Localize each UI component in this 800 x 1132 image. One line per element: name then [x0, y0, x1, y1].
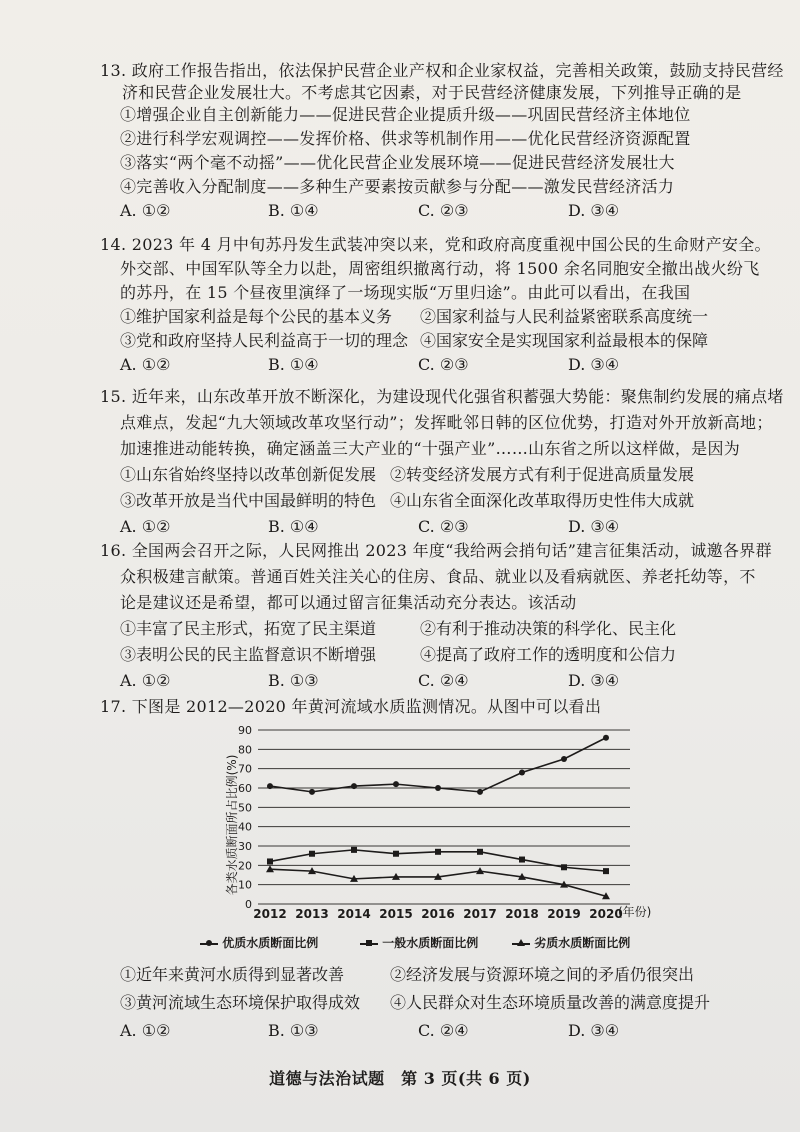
- answer-choices: [100, 200, 760, 224]
- y-axis-label: 各类水质断面所占比例(%): [225, 754, 239, 896]
- question-stem-line: 论是建议还是希望，都可以通过留言征集活动充分表达。该活动: [120, 593, 577, 612]
- choice-b[interactable]: B. ①④: [268, 201, 319, 220]
- data-point: [519, 857, 525, 863]
- question-15: [100, 386, 784, 540]
- data-point: [603, 735, 609, 741]
- data-point: [435, 849, 441, 855]
- y-tick-label: 80: [238, 743, 252, 757]
- x-axis-label: (年份): [618, 905, 652, 919]
- option-line: ①增强企业自主创新能力——促进民营企业提质升级——巩固民营经济主体地位: [120, 105, 691, 124]
- series-group: [266, 735, 610, 900]
- y-tick-labels: [238, 724, 252, 911]
- page-footer: 道德与法治试题 第 3 页(共 6 页): [269, 1069, 531, 1088]
- option-row: [100, 464, 760, 490]
- grid-lines: [258, 730, 630, 904]
- answer-choices: [100, 670, 760, 694]
- choice-b[interactable]: B. ①④: [268, 355, 319, 374]
- question-stem-line: 济和民营企业发展壮大。不考虑其它因素，对于民营经济健康发展，下列推导正确的是: [122, 83, 742, 102]
- choice-d[interactable]: D. ③④: [568, 355, 620, 374]
- question-stem-line: 众积极建言献策。普通百姓关注关心的住房、食品、就业以及看病就医、养老托幼等，不: [120, 567, 756, 586]
- choice-b[interactable]: B. ①③: [268, 1021, 319, 1040]
- answer-choices: [100, 516, 760, 540]
- option-line: ④完善收入分配制度——多种生产要素按贡献参与分配——激发民营经济活力: [120, 177, 675, 196]
- option-line: ②进行科学宏观调控——发挥价格、供求等机制作用——优化民营经济资源配置: [120, 129, 691, 148]
- legend-item-poor: 劣质水质断面比例: [512, 934, 630, 951]
- x-tick-label: 2015: [379, 907, 413, 921]
- data-point: [477, 789, 483, 795]
- question-stem-line: 点难点，发起“九大领域改革攻坚行动”；发挥毗邻日韩的区位优势，打造对外开放新高地；: [120, 413, 773, 432]
- option-4: ④人民群众对生态环境质量改善的满意度提升: [390, 993, 711, 1012]
- chart-legend: [200, 934, 660, 952]
- option-3: ③表明公民的民主监督意识不断增强: [120, 645, 377, 664]
- choice-c[interactable]: C. ②④: [418, 671, 469, 690]
- option-2: ②国家利益与人民利益紧密联系高度统一: [420, 307, 709, 326]
- question-stem-line: 14. 2023 年 4 月中旬苏丹发生武装冲突以来，党和政府高度重视中国公民的生命财产安全。: [100, 235, 771, 254]
- data-point: [519, 770, 525, 776]
- y-tick-label: 10: [238, 878, 252, 892]
- option-3: ③党和政府坚持人民利益高于一切的理念: [120, 331, 409, 350]
- data-point: [603, 868, 609, 874]
- option-row: [100, 490, 760, 516]
- option-row: [100, 964, 760, 992]
- question-stem-line: 17. 下图是 2012—2020 年黄河流域水质监测情况。从图中可以看出: [100, 697, 602, 716]
- y-tick-label: 40: [238, 820, 252, 834]
- legend-item-normal: 一般水质断面比例: [360, 934, 478, 951]
- option-1: ①维护国家利益是每个公民的基本义务: [120, 307, 393, 326]
- x-tick-label: 2019: [547, 907, 581, 921]
- option-2: ②经济发展与资源环境之间的矛盾仍很突出: [390, 965, 695, 984]
- choice-d[interactable]: D. ③④: [568, 1021, 620, 1040]
- legend-line-circle-icon: [200, 943, 218, 945]
- choice-a[interactable]: A. ①②: [120, 671, 171, 690]
- choice-c[interactable]: C. ②③: [418, 517, 469, 536]
- x-tick-label: 2018: [505, 907, 539, 921]
- data-point: [393, 781, 399, 787]
- x-tick-label: 2016: [421, 907, 455, 921]
- option-row: [100, 330, 760, 354]
- option-3: ③改革开放是当代中国最鲜明的特色: [120, 491, 377, 510]
- option-row: [100, 306, 760, 330]
- question-stem-line: 外交部、中国军队等全力以赴，周密组织撤离行动，将 1500 余名同胞安全撤出战火纷飞: [120, 259, 760, 278]
- y-tick-label: 30: [238, 840, 252, 853]
- x-tick-label: 2017: [463, 907, 497, 921]
- answer-choices: [100, 354, 760, 378]
- x-tick-label: 2012: [253, 907, 287, 921]
- data-point: [561, 864, 567, 870]
- option-1: ①近年来黄河水质得到显著改善: [120, 965, 345, 984]
- choice-d[interactable]: D. ③④: [568, 517, 620, 536]
- option-4: ④提高了政府工作的透明度和公信力: [420, 645, 677, 664]
- data-point: [351, 783, 357, 789]
- option-1: ①丰富了民主形式，拓宽了民主渠道: [120, 619, 377, 638]
- y-tick-label: 20: [238, 859, 252, 873]
- choice-b[interactable]: B. ①③: [268, 671, 319, 690]
- choice-a[interactable]: A. ①②: [120, 1021, 171, 1040]
- question-stem-line: 16. 全国两会召开之际，人民网推出 2023 年度“我给两会捎句话”建言征集活动，诚邀各界群: [100, 541, 772, 560]
- y-tick-label: 0: [245, 898, 252, 911]
- answer-choices: [100, 1020, 760, 1044]
- question-stem-line: 13. 政府工作报告指出，依法保护民营企业产权和企业家权益，完善相关政策，鼓励支持民营经: [100, 61, 784, 80]
- option-row: [100, 644, 760, 670]
- question-stem-line: 15. 近年来，山东改革开放不断深化，为建设现代化强省积蓄强大势能：聚焦制约发展的痛点堵: [100, 387, 784, 406]
- choice-a[interactable]: A. ①②: [120, 517, 171, 536]
- data-point: [476, 867, 484, 874]
- data-point: [393, 851, 399, 857]
- question-stem-line: 加速推进动能转换，确定涵盖三大产业的“十强产业”……山东省之所以这样做，是因为: [120, 439, 741, 458]
- legend-line-triangle-icon: [512, 943, 530, 945]
- x-tick-label: 2013: [295, 907, 329, 921]
- data-point: [561, 756, 567, 762]
- y-tick-label: 90: [238, 724, 252, 737]
- option-row: [100, 618, 760, 644]
- question-14: [100, 234, 771, 378]
- y-tick-label: 70: [238, 762, 252, 776]
- question-stem-line: 的苏丹，在 15 个昼夜里演绎了一场现实版“万里归途”。由此可以看出，在我国: [120, 283, 691, 302]
- option-1: ①山东省始终坚持以改革创新促发展: [120, 465, 377, 484]
- question-17-options: [100, 964, 760, 1044]
- question-13: [100, 60, 784, 224]
- legend-line-square-icon: [360, 943, 378, 945]
- x-tick-labels: [253, 907, 622, 921]
- choice-c[interactable]: C. ②④: [418, 1021, 469, 1040]
- option-2: ②转变经济发展方式有利于促进高质量发展: [390, 465, 695, 484]
- x-tick-label: 2014: [337, 907, 371, 921]
- data-point: [267, 858, 273, 864]
- data-point: [351, 847, 357, 853]
- option-line: ③落实“两个毫不动摇”——优化民营企业发展环境——促进民营经济发展壮大: [120, 153, 675, 172]
- option-row: [100, 992, 760, 1020]
- data-point: [267, 783, 273, 789]
- question-17: [100, 696, 760, 718]
- data-point: [477, 849, 483, 855]
- choice-d[interactable]: D. ③④: [568, 671, 620, 690]
- y-tick-label: 50: [238, 801, 252, 815]
- option-4: ④国家安全是实现国家利益最根本的保障: [420, 331, 709, 350]
- choice-d[interactable]: D. ③④: [568, 201, 620, 220]
- data-point: [309, 789, 315, 795]
- choice-b[interactable]: B. ①④: [268, 517, 319, 536]
- legend-item-good: 优质水质断面比例: [200, 934, 318, 951]
- data-point: [435, 785, 441, 791]
- option-4: ④山东省全面深化改革取得历史性伟大成就: [390, 491, 695, 510]
- x-tick-label: 2020: [589, 907, 623, 921]
- choice-a[interactable]: A. ①②: [120, 355, 171, 374]
- option-3: ③黄河流域生态环境保护取得成效: [120, 993, 361, 1012]
- water-quality-chart: [200, 720, 660, 960]
- choice-c[interactable]: C. ②③: [418, 201, 469, 220]
- data-point: [309, 851, 315, 857]
- option-2: ②有利于推动决策的科学化、民主化: [420, 619, 677, 638]
- series-line: [270, 738, 606, 792]
- choice-c[interactable]: C. ②③: [418, 355, 469, 374]
- question-16: [100, 540, 772, 694]
- choice-a[interactable]: A. ①②: [120, 201, 171, 220]
- y-tick-label: 60: [238, 782, 252, 795]
